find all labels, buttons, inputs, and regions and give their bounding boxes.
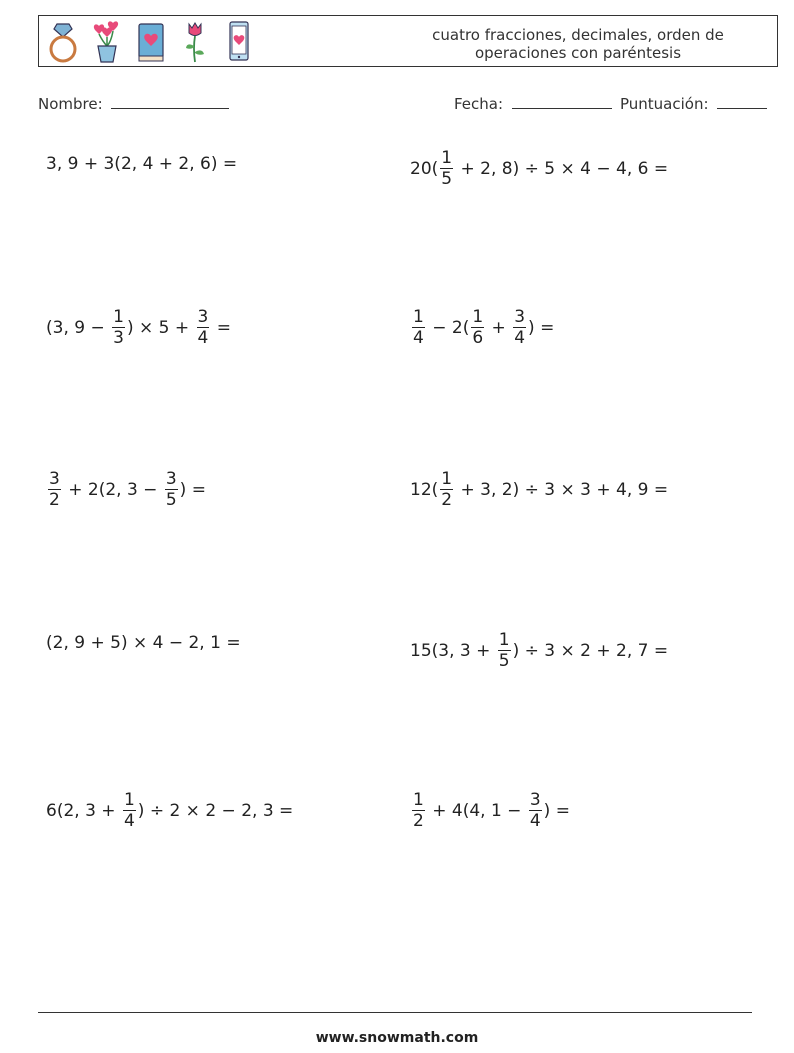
denominator: 5 — [165, 490, 177, 510]
expression-text: + 2, 8) ÷ 5 × 4 − 4, 6 = — [455, 158, 669, 179]
fraction — [165, 469, 178, 510]
expression-text: ) ÷ 2 × 2 − 2, 3 = — [137, 800, 294, 821]
expression-text: ) = — [179, 479, 206, 500]
fraction — [197, 307, 210, 348]
worksheet-title — [413, 26, 743, 62]
expression-text: 20( — [410, 158, 439, 179]
heart-phone-icon — [223, 20, 255, 64]
denominator: 4 — [197, 328, 209, 348]
numerator: 1 — [498, 630, 510, 650]
rose-icon — [179, 20, 211, 64]
numerator: 1 — [472, 307, 484, 327]
expression-text: ) = — [528, 317, 555, 338]
numerator: 1 — [123, 790, 135, 810]
problem-7 — [46, 633, 241, 653]
fraction — [412, 307, 425, 348]
denominator: 4 — [123, 811, 135, 831]
fraction — [440, 469, 453, 510]
denominator: 2 — [441, 490, 453, 510]
denominator: 6 — [472, 328, 484, 348]
denominator: 2 — [49, 490, 60, 510]
expression-text: (2, 9 + 5) × 4 − 2, 1 = — [46, 633, 241, 653]
footer-divider — [38, 1012, 752, 1013]
denominator: 5 — [441, 169, 453, 189]
name-label: Nombre: — [38, 95, 103, 113]
numerator: 1 — [413, 790, 424, 810]
heart-plant-icon — [91, 20, 123, 64]
denominator: 3 — [113, 328, 124, 348]
ring-icon — [47, 20, 79, 64]
denominator: 4 — [413, 328, 424, 348]
fraction — [513, 307, 526, 348]
fraction — [123, 790, 136, 831]
problem-5 — [46, 469, 206, 510]
expression-text: − 2( — [426, 317, 470, 338]
problem-9 — [46, 790, 293, 831]
expression-text: 6(2, 3 + — [46, 800, 121, 821]
fraction — [412, 790, 425, 831]
problem-4 — [410, 307, 554, 348]
date-field — [454, 94, 612, 113]
expression-text: (3, 9 − — [46, 317, 111, 338]
problem-2 — [410, 148, 668, 189]
fraction — [112, 307, 125, 348]
denominator: 2 — [413, 811, 424, 831]
numerator: 3 — [165, 469, 177, 489]
numerator: 3 — [49, 469, 60, 489]
numerator: 3 — [514, 307, 526, 327]
expression-text: + 4(4, 1 − — [426, 800, 527, 821]
problem-10 — [410, 790, 570, 831]
fraction — [498, 630, 511, 671]
denominator: 5 — [498, 651, 510, 671]
expression-text: 3, 9 + 3(2, 4 + 2, 6) = — [46, 154, 238, 174]
denominator: 4 — [514, 328, 526, 348]
score-blank[interactable] — [717, 94, 767, 109]
fraction — [440, 148, 453, 189]
date-blank[interactable] — [512, 94, 612, 109]
footer-url[interactable]: www.snowmath.com — [315, 1030, 479, 1046]
numerator: 1 — [441, 148, 453, 168]
title-line-1: cuatro fracciones, decimales, orden de — [432, 26, 724, 44]
numerator: 3 — [197, 307, 209, 327]
expression-text: 12( — [410, 479, 439, 500]
expression-text: ) ÷ 3 × 2 + 2, 7 = — [512, 640, 669, 661]
expression-text: + — [486, 317, 512, 338]
denominator: 4 — [529, 811, 541, 831]
numerator: 1 — [113, 307, 124, 327]
expression-text: ) × 5 + — [126, 317, 195, 338]
name-blank[interactable] — [111, 94, 229, 109]
numerator: 1 — [413, 307, 424, 327]
title-line-2: operaciones con paréntesis — [474, 44, 682, 62]
numerator: 3 — [529, 790, 541, 810]
fraction — [48, 469, 61, 510]
problem-1 — [46, 154, 237, 174]
date-label: Fecha: — [454, 95, 504, 113]
expression-text: ) = — [543, 800, 570, 821]
problem-3 — [46, 307, 231, 348]
heart-book-icon — [135, 20, 167, 64]
score-field — [620, 94, 767, 113]
worksheet-header — [38, 15, 778, 67]
fraction — [471, 307, 484, 348]
expression-text: + 3, 2) ÷ 3 × 3 + 4, 9 = — [455, 479, 669, 500]
expression-text: 15(3, 3 + — [410, 640, 496, 661]
expression-text: + 2(2, 3 − — [62, 479, 163, 500]
problem-6 — [410, 469, 668, 510]
name-field — [38, 94, 229, 113]
problem-8 — [410, 630, 668, 671]
expression-text: = — [211, 317, 231, 338]
numerator: 1 — [441, 469, 453, 489]
score-label: Puntuación: — [620, 95, 709, 113]
fraction — [529, 790, 542, 831]
header-icons — [47, 20, 255, 64]
